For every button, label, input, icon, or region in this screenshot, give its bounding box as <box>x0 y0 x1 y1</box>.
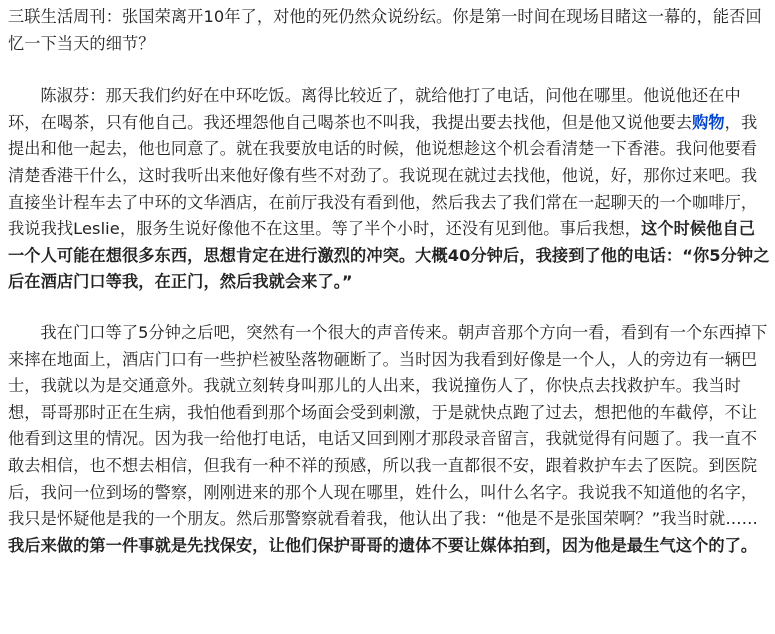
answer-1-text-continued: ，我提出和他一起去，他也同意了。就在我要放电话的时候，他说想趁这个机会看清楚一下香港。我问他要看清楚香港干什么，这时我听出来他好像有些不对劲了。我说现在就过去找他，他说，好，那你过来吧。我直接坐计程车去了中环的文华酒店，在前厅我没有看到他，然后我去了我们常在一起聊天的一个咖啡厅，我说我找Leslie，服务生说好像他不在这里。等了半个小时，还没有见到他。事后我想， <box>8 112 758 239</box>
shopping-link[interactable]: 购物 <box>692 112 725 132</box>
answer-1-bold-text: 这个时候他自己一个人可能在想很多东西，思想肯定在进行激烈的冲突。大概40分钟后，我接到了他的电话：“你5分钟之后在酒店门口等我，在正门，然后我就会来了。” <box>8 219 770 292</box>
answer-1-text-start: 陈淑芬：那天我们约好在中环吃饭。离得比较近了，就给他打了电话，问他在哪里。他说他还在中环，在喝茶，只有他自己。我还埋怨他自己喝茶也不叫我，我提出要去找他，但是他又说他要去 <box>8 86 741 132</box>
answer-paragraph-1 <box>8 83 770 296</box>
article-body <box>8 4 770 559</box>
interview-question <box>8 4 770 57</box>
answer-2-bold-text: 我后来做的第一件事就是先找保安，让他们保护哥哥的遗体不要让媒体拍到，因为他是最生气这个的了。 <box>8 535 758 555</box>
answer-2-text: 我在门口等了5分钟之后吧，突然有一个很大的声音传来。朝声音那个方向一看，看到有一个东西掉下来摔在地面上，酒店门口有一些护栏被坠落物砸断了。当时因为我看到好像是一个人，人的旁边有一辆巴士，我就以为是交通意外。我就立刻转身叫那儿的人出来，我说撞伤人了，你快点去找救护车。我当时想，哥哥那时正在生病，我怕他看到那个场面会受到刺激，于是就快点跑了过去，想把他的车截停，不让他看到这里的情况。因为我一给他打电话，电话又回到刚才那段录音留言，我就觉得有问题了。我一直不敢去相信，也不想去相信，但我有一种不祥的预感，所以我一直都很不安，跟着救护车去了医院。到医院后，我问一位到场的警察，刚刚进来的那个人现在哪里，姓什么，叫什么名字。我说我不知道他的名字，我只是怀疑他是我的一个朋友。然后那警察就看着我，他认出了我：“他是不是张国荣啊？”我当时就…… <box>8 322 768 529</box>
answer-paragraph-2 <box>8 320 770 559</box>
question-text: 三联生活周刊：张国荣离开10年了，对他的死仍然众说纷纭。你是第一时间在现场目睹这一幕的，能否回忆一下当天的细节？ <box>8 7 762 53</box>
